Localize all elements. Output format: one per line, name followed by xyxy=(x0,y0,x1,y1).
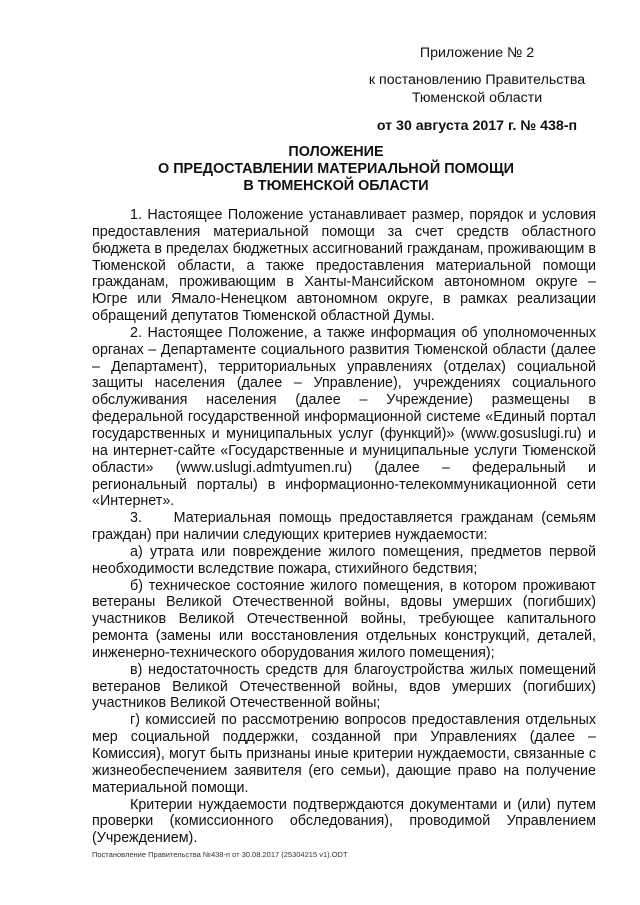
criteria-confirmation: Критерии нуждаемости подтверждаются документами и (или) путем проверки (комиссионного обследования), проводимой Управлением (Учреждением). xyxy=(92,796,596,847)
document-title xyxy=(80,144,592,195)
title-line-1: ПОЛОЖЕНИЕ xyxy=(288,144,384,160)
annex-number: Приложение № 2 xyxy=(419,45,535,61)
annex-date-number: от 30 августа 2017 г. № 438-п xyxy=(376,118,578,134)
annex-region: Тюменской области xyxy=(411,90,543,106)
document-footer: Постановление Правительства №438-п от 30.08.2017 (25304215 v1).ODT xyxy=(92,850,348,859)
criterion-v: в) недостаточность средств для благоустройства жилых помещений ветеранов Великой Отечественной войны, вдов умерших (погибших) участников Великой Отечественной войны; xyxy=(92,661,596,712)
title-line-3: В ТЮМЕНСКОЙ ОБЛАСТИ xyxy=(243,178,429,194)
criterion-b: б) техническое состояние жилого помещения, в котором проживают ветераны Великой Отечественной войны, вдовы умерших (погибших) участников Великой Отечественной войны, требующее капитального ремонта (замены или восстановления отдельных конструкций, деталей, инженерно-технического оборудования жилого помещения); xyxy=(92,577,596,661)
paragraph-3: 3. Материальная помощь предоставляется гражданам (семьям граждан) при наличии следующих критериев нуждаемости: xyxy=(92,510,596,544)
paragraph-1: 1. Настоящее Положение устанавливает размер, порядок и условия предоставления материальной помощи за счет средств областного бюджета в пределах бюджетных ассигнований гражданам, проживающим в Тюменской области, а также предоставления материальной помощи гражданам, проживающим в Ханты-Мансийском автономном округе – Югре или Ямало-Ненецком автономном округе, в рамках реализации обращений депутатов Тюменской областной Думы. xyxy=(92,207,596,325)
paragraph-2: 2. Настоящее Положение, а также информация об уполномоченных органах – Департаменте социального развития Тюменской области (далее – Департамент), территориальных управлениях (отделах) социальной защиты населения (далее – Управление), учреждениях социального обслуживания населения (далее – Учреждение) размещены в федеральной государственной информационной системе «Единый портал государственных и муниципальных услуг (функций)» (www.gosuslugi.ru) и на интернет-сайте «Государственные и муниципальные услуги Тюменской области» (www.uslugi.admtyumen.ru) (далее – федеральный и региональный порталы) в информационно-телекоммуникационной сети «Интернет». xyxy=(92,324,596,510)
annex-resolution-ref: к постановлению Правительства xyxy=(368,72,586,88)
title-line-2: О ПРЕДОСТАВЛЕНИИ МАТЕРИАЛЬНОЙ ПОМОЩИ xyxy=(158,161,514,177)
annex-header xyxy=(362,44,592,135)
document-body xyxy=(92,207,596,847)
criterion-g: г) комиссией по рассмотрению вопросов предоставления отдельных мер социальной поддержки, созданной при Управлениях (далее – Комиссия), могут быть признаны иные критерии нуждаемости, связанные с жизнеобеспечением заявителя (его семьи), дающие право на получение материальной помощи. xyxy=(92,712,596,796)
criterion-a: а) утрата или повреждение жилого помещения, предметов первой необходимости вследствие пожара, стихийного бедствия; xyxy=(92,543,596,577)
